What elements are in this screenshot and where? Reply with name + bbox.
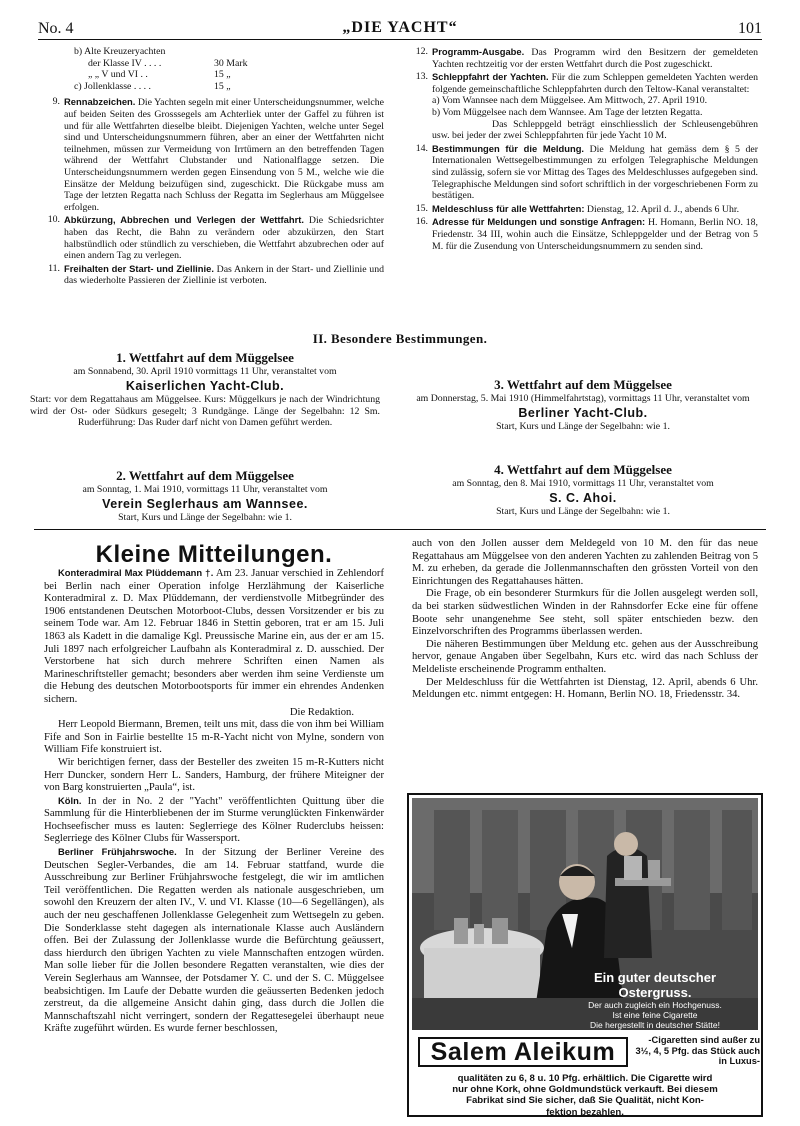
race-club: S. C. Ahoi. — [549, 490, 617, 505]
issue-number: No. 4 — [38, 20, 74, 37]
race-club: Berliner Yacht-Club. — [518, 405, 648, 420]
page-number: 101 — [738, 20, 762, 37]
salem-aleikum-advertisement — [407, 793, 763, 1117]
left-regulations-column — [44, 46, 384, 288]
prize-b-label: b) Alte Kreuzeryachten — [74, 46, 166, 57]
advertisement-illustration — [412, 798, 758, 1030]
news-paragraph: Herr Leopold Biermann, Bremen, teilt uns mit, dass die von ihm bei William Fife and Son in Fairlie bestellte 15 m-R-Yacht nicht von Mylne, sondern von William Fife konstruiert ist. — [44, 719, 384, 756]
tow-trip-b: b) Vom Müggelsee nach dem Wannsee. Am Tage der letzten Regatta. — [432, 106, 703, 118]
race-title: 4. Wettfahrt auf dem Müggelsee — [494, 462, 672, 477]
regulation-item: 11. Freihalten der Start- und Ziellinie. Das Ankern in der Start- und Ziellinie und das wiederholte Passieren der Ziellinie ist verboten. — [48, 262, 384, 287]
race-details: Start, Kurs und Länge der Segelbahn: wie 1. — [118, 511, 292, 523]
journal-title: „DIE YACHT“ — [342, 19, 458, 36]
race-title: 3. Wettfahrt auf dem Müggelsee — [494, 377, 672, 392]
race-details: Start: vor dem Regattahaus am Müggelsee. Kurs: Müggelkurs je nach der Windrichtung wird der Ost- oder Südkurs gesegelt; 3 Rundgänge. Länge der Segelbahn: 12 Sm. Ruderführung: Das Ruder darf nicht von Damen geführt werden. — [30, 393, 380, 429]
brand-name: Salem Aleikum — [418, 1037, 628, 1067]
news-paragraph: Die näheren Bestimmungen über Meldung etc. gehen aus der Ausschreibung hervor, genaue Angaben über Segelbahn, Kurs etc. wird das nach Schluss der Meldeliste erscheinende Programm enthalten. — [412, 638, 758, 675]
kleine-mitteilungen-heading: Kleine Mitteilungen. — [95, 541, 333, 568]
prize-b-row2-value: 15 „ — [214, 69, 231, 81]
prize-b-row1-label: der Klasse IV . . . . — [88, 57, 162, 69]
tow-trip-a: a) Vom Wannsee nach dem Müggelsee. Am Mittwoch, 27. April 1910. — [432, 95, 708, 107]
kleine-right-column — [412, 538, 758, 702]
prize-b-row1-value: 30 Mark — [214, 57, 248, 69]
race-date: am Sonntag, 1. Mai 1910, vormittags 11 Uhr, veranstaltet vom — [82, 484, 328, 495]
prize-list — [44, 46, 384, 92]
race-details: Start, Kurs und Länge der Segelbahn: wie 1. — [496, 420, 670, 432]
advertisement-footer: qualitäten zu 6, 8 u. 10 Pfg. erhältlich. Die Cigarette wird nur ohne Kork, ohne Goldmundstück verkauft. Bei diesem Fabrikat sind Sie sicher, daß Sie Qualität, nicht Kon- fektion bezahlen. — [452, 1073, 718, 1118]
news-paragraph: Die Frage, ob ein besonderer Sturmkurs für die Jollen ausgelegt werden soll, da bei starken südwestlichen Winden in der Rahnsdorfer Ecke eine für offene Boote sehr unangenehme See steht, soll später entschieden bezw. den Einzelvorschriften des Programms überlassen werden. — [412, 588, 758, 638]
news-paragraph: Wir berichtigen ferner, dass der Besteller des zweiten 15 m-R-Kutters nicht Herr Duncker, sondern Herr L. Sanders, Hamburg, der frühere Miteigner der von Barg konstruierten „Paula“, ist. — [44, 756, 384, 794]
prize-c-value: 15 „ — [214, 80, 231, 92]
race-4 — [402, 462, 764, 518]
race-details: Start, Kurs und Länge der Segelbahn: wie 1. — [496, 505, 670, 517]
news-paragraph: Köln. In der in No. 2 der "Yacht" veröffentlichten Quittung über die Sammlung für die Hinterbliebenen der im Sturme verunglückten Finkenwärder Hochseefischer muss es lauten: Seglerriege des Kölner Ruderclubs heissen: Seglerriege des Kölner Clubs für Wassersport. — [44, 794, 384, 845]
race-club: Kaiserlichen Yacht-Club. — [125, 378, 285, 393]
prize-c-label: c) Jollenklasse . . . . — [74, 80, 151, 92]
news-paragraph: Konteradmiral Max Plüddemann †. Am 23. Januar verschied in Zehlendorf bei Berlin nach einer Operation infolge Herzlähmung der Kaiserliche Konteradmiral z. D. Max Plüddemann, der verdienstvolle Mitbegründer des 1906 entstandenen Deutschen Motorboot-Clubs, dessen Vorsitzender er bis zu seinem Tode war. Am 12. Februar 1846 in Stettin geboren, trat er am 15. Juli 1863 als Kadett in die damalige Kgl. Preussische Marine ein, aus der er am 15. Juli 1897 nach erfolgreicher Laufbahn als Konteradmiral z. D. ausschied. Der Verstorbene hat sich durch mehrere Schriften einen Namen als Marineschriftsteller gemacht; besonders aber werden ihm seine Verdienste um die Hebung des deutschen Motorbootsports für immer ein ehrendes Andenken sichern. — [44, 567, 384, 705]
news-paragraph: auch von den Jollen ausser dem Meldegeld von 10 M. den für das neue Regattahaus am Müggelsee von den anderen Yachten zu zahlenden Beitrag von 5 M. zu erheben, da gerade die Jollenmannschaften den grössten Vorteil von den Einrichtungen des Regattahauses hätten. — [412, 538, 758, 587]
regulation-item: 12. Programm-Ausgabe. Das Programm wird den Besitzern der gemeldeten Yachten rechtzeitig vor der ersten Wettfahrt durch die Post zugeschickt. — [415, 46, 758, 70]
signature: Die Redaktion. — [289, 706, 354, 718]
advertisement-text — [412, 1033, 760, 1118]
race-title: 2. Wettfahrt auf dem Müggelsee — [116, 468, 294, 483]
regulation-item: 14. Bestimmungen für die Meldung. Die Meldung hat gemäss dem § 5 der Internationalen Wettsegelbestimmungen zu erfolgen Telegraphische Meldungen sind zulässig, sofern sie vor Mittag des Tages des Meldeschlusses aufgegeben sind. Telegraphische Meldungen sind sofort schriftlich in der vorgeschriebenen Form zu bestätigen. — [415, 142, 759, 202]
right-regulations-column — [412, 46, 758, 253]
section-title: II. Besondere Bestimmungen. — [312, 331, 488, 346]
regulation-item: 10. Abkürzung, Abbrechen und Verlegen der Wettfahrt. Die Schiedsrichter haben das Recht, die Bahn zu verändern oder abzukürzen, den Start halbstündlich oder stündlich zu verschieben, die Wettfahrt abzubrechen oder auf einen andern Tag zu verlegen. — [47, 214, 384, 262]
regulation-item: 16. Adresse für Meldungen und sonstige Anfragen: H. Homann, Berlin NO. 18, Friedenstr. 34 III, wohin auch die Einsätze, Schleppgelder und der Betrag von 5 M. für die Zusendung von Unterscheidungsnummern zu senden sind. — [415, 216, 758, 252]
regulation-item: 13. Schleppfahrt der Yachten. Für die zum Schleppen gemeldeten Yachten werden folgende gemeinschaftliche Schleppfahrten durch den Teltow-Kanal veranstaltet: a) Vom Wannsee nach dem Müggelsee. Am Mittwoch, 27. April 1910. b) Vom Müggelsee nach dem Wannsee. Am Tage der letzten Regatta. Das Schleppgeld beträgt einschliesslich der Schleusengebühren usw. bei jeder der zwei Schleppfahrten für jede Yacht 10 M. — [415, 71, 759, 142]
race-2 — [30, 468, 380, 524]
news-paragraph: Der Meldeschluss für die Wettfahrten ist Dienstag, 12. April, abends 6 Uhr. Meldungen etc. nimmt entgegen: H. Homann, Berlin NO. 18, Friedensstr. 34. — [412, 676, 758, 701]
advertisement-caption: Ein guter deutscher Ostergruss. Der auch zugleich ein Hochgenuss. Ist eine feine Cigarette Die hergestellt in deutscher Stätte! — [588, 970, 722, 1030]
kleine-left-column — [44, 567, 384, 1036]
race-date: am Donnerstag, 5. Mai 1910 (Himmelfahrtstag), vormittags 11 Uhr, veranstaltet vom — [416, 393, 750, 404]
regulation-item: 9. Rennabzeichen. Die Yachten segeln mit einer Unterscheidungsnummer, welche auf beiden Seiten des Grosssegels am Achterliek unter der Gaffel zu führen ist und für alle Wettfahrten dieselbe bleibt. Diejenigen Yachten, welche unter Segel sind und Unterscheidungsnummern führen, aber an einer der Wettfahrten nicht teilnehmen, müssen zur Vermeidung von Irrtümern an den betreffenden Tagen während der Wettfahrt Clubstander und Nationalflagge setzen. Die Unterscheidungsnummern werden gegen Einsendung von 5 M., welche wie die Einsätze der Meldung beizufügen sind, zugeschickt. Die Rückgabe muss am Tage der letzten Regatta nach Schluss der Regatta im Seglerhaus am Müggelsee erfolgen. — [52, 96, 385, 213]
race-title: 1. Wettfahrt auf dem Müggelsee — [116, 350, 294, 365]
news-paragraph: Berliner Frühjahrswoche. In der Sitzung der Berliner Vereine des Deutschen Segler-Verbandes, die am 14. Februar stattfand, wurde die Ausschreibung zur Berliner Frühjahrswoche festgelegt, die wir im amtlichen Teil veröffentlichen. Die Regatten werden als nationale ausgeschrieben, um sowohl den Kreuzern der alten IV., V. und VI. Klasse (10—6 Segellängen), als auch der neu geschaffenen Jollenklasse Gelegenheit zum Wettsegeln zu geben. Die Sonderklasse steht dagegen als internationale Klasse auch Ausländern offen. Bei der Zulassung der Jollenklasse wurde die Befürchtung geäussert, dass hierdurch den übrigen Yachten zu viele Mannschaften entzogen würden. Man solle lieber für die Jollen besondere Regatten veranstalten, wie dies der Verein Seglerhaus am Wannsee, der Potsdamer Y. C. und der S. C. Müggelsee beabsichtigen. Im Laufe der Debatte wurden die geäusserten Bedenken jedoch zerstreut, da die allgemeine Ansicht dahin ging, dass durch die Jollen die Mannschaftszahl nicht verringert, sondern der Regattesegelei überhaupt neue Kräfte zugeführt würden. Es wurde ferner beschlossen, — [44, 846, 384, 1035]
race-club: Verein Seglerhaus am Wannsee. — [102, 496, 308, 511]
tow-fee-note: Das Schleppgeld beträgt einschliesslich der Schleusengebühren usw. bei jeder der zwei Schleppfahrten für jede Yacht 10 M. — [432, 118, 758, 142]
race-date: am Sonntag, den 8. Mai 1910, vormittags 11 Uhr, veranstaltet vom — [452, 478, 714, 489]
section-divider — [34, 529, 766, 530]
race-date: am Sonnabend, 30. April 1910 vormittags 11 Uhr, veranstaltet vom — [73, 366, 337, 377]
regulation-item: 15. Meldeschluss für alle Wettfahrten: Dienstag, 12. April d. J., abends 6 Uhr. — [415, 202, 740, 215]
price-note: -Cigaretten sind außer zu 3½, 4, 5 Pfg. das Stück auch in Luxus- — [635, 1035, 760, 1066]
page-header — [38, 18, 762, 40]
race-1 — [30, 350, 380, 429]
race-3 — [402, 377, 764, 433]
prize-b-row2-label: „ „ V und VI . . — [88, 69, 148, 81]
